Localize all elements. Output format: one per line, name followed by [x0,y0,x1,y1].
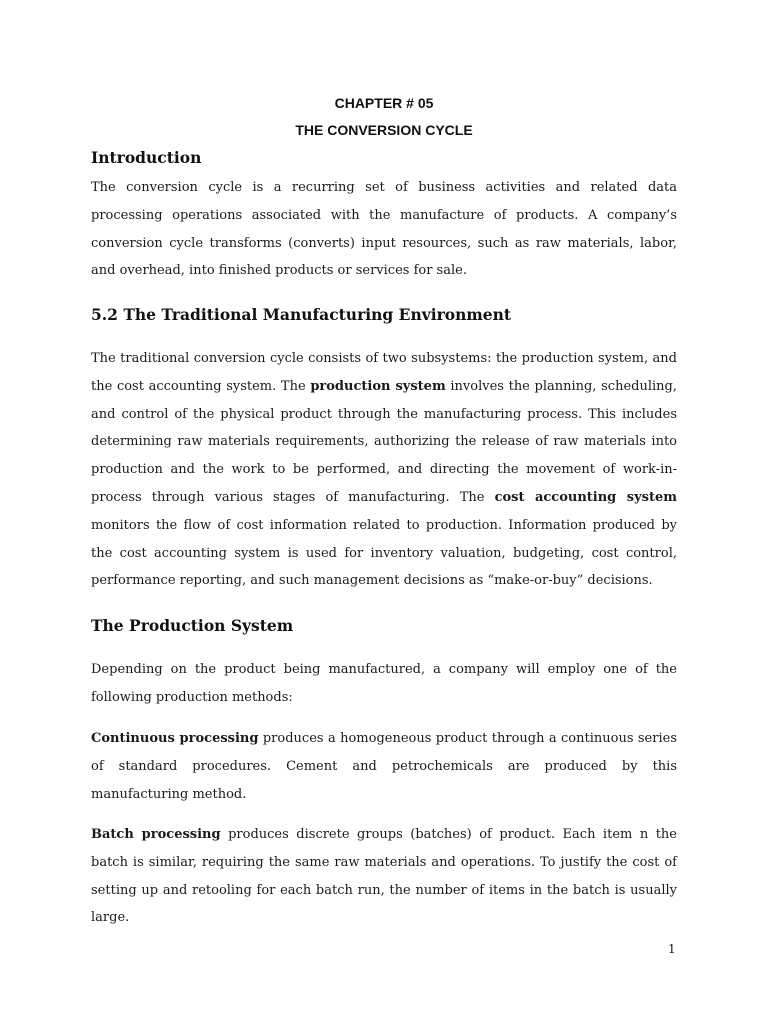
continuous-processing-paragraph: Continuous processing produces a homogeneous product through a continuous series of standard procedures. Cement and petrochemicals are produced by this manufacturing method. [91,731,677,802]
batch-processing-term: Batch processing [91,827,221,842]
traditional-environment-paragraph: The traditional conversion cycle consists of two subsystems: the production system, and the cost accounting system. The production system involves the planning, scheduling, and control of the physical product through the manufacturing process. This includes determining raw materials requirements, authorizing the release of raw materials into production and the work to be performed, and directing the movement of work-in-process through various stages of manufacturing. The cost accounting system monitors the flow of cost information related to production. Information produced by the cost accounting system is used for inventory valuation, budgeting, cost control, performance reporting, and such management decisions as “make-or-buy” decisions. [91,351,677,589]
cost-accounting-system-term: cost accounting system [494,489,677,505]
production-system-term: production system [310,378,446,394]
page-number: 1 [668,942,676,956]
introduction-heading: Introduction [91,148,202,167]
batch-processing-paragraph: Batch processing produces discrete groups (batches) of product. Each item n the batch is similar, requiring the same raw materials and operations. To justify the cost of setting up and retooling for each batch run, the number of items in the batch is usually large. [91,827,677,926]
chapter-number: CHAPTER # 05 [334,95,434,111]
continuous-processing-term: Continuous processing [91,731,259,746]
chapter-title: THE CONVERSION CYCLE [295,122,473,138]
production-system-heading: The Production System [91,616,294,635]
introduction-paragraph: The conversion cycle is a recurring set of business activities and related data processing operations associated with the manufacture of products. A company’s conversion cycle transforms (converts) input resources, such as raw materials, labor, and overhead, into finished products or services for sale. [91,180,677,279]
traditional-environment-heading: 5.2 The Traditional Manufacturing Environment [91,305,512,324]
production-intro-paragraph: Depending on the product being manufactured, a company will employ one of the following production methods: [91,662,677,705]
